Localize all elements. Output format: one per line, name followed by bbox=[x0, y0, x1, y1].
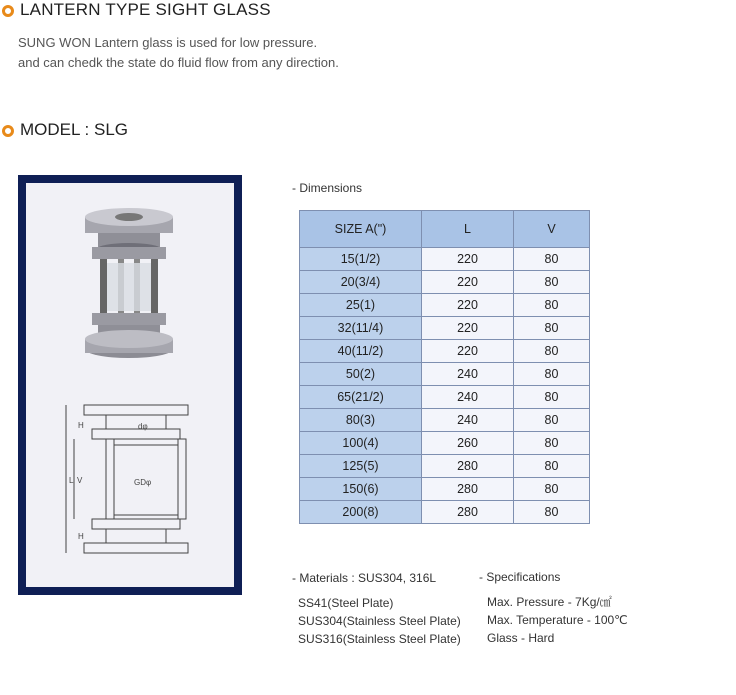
header-size: SIZE A(") bbox=[300, 211, 422, 248]
l-cell: 220 bbox=[422, 294, 514, 317]
material-item: SUS304(Stainless Steel Plate) bbox=[298, 614, 461, 628]
header-l: L bbox=[422, 211, 514, 248]
l-cell: 280 bbox=[422, 455, 514, 478]
table-row bbox=[300, 386, 590, 409]
dimensions-label: - Dimensions bbox=[292, 181, 363, 195]
table-row bbox=[300, 478, 590, 501]
material-item: SS41(Steel Plate) bbox=[298, 596, 394, 610]
v-cell: 80 bbox=[514, 248, 590, 271]
table-row bbox=[300, 340, 590, 363]
l-cell: 220 bbox=[422, 317, 514, 340]
intro-line-1: SUNG WON Lantern glass is used for low pressure. bbox=[18, 35, 318, 50]
model-heading bbox=[2, 120, 128, 140]
page-title-text: LANTERN TYPE SIGHT GLASS bbox=[20, 0, 271, 19]
drawing-label-h-bottom: H bbox=[78, 532, 84, 541]
bullet-icon bbox=[2, 5, 14, 17]
drawing-label-gd: GDφ bbox=[134, 478, 152, 487]
sight-glass-photo bbox=[85, 208, 173, 358]
table-row bbox=[300, 248, 590, 271]
spec-item: Max. Pressure - 7Kg/㎠ bbox=[487, 595, 612, 609]
l-cell: 260 bbox=[422, 432, 514, 455]
table-header-row bbox=[300, 211, 590, 248]
l-cell: 220 bbox=[422, 340, 514, 363]
size-cell: 32(11/4) bbox=[300, 317, 422, 340]
l-cell: 280 bbox=[422, 478, 514, 501]
size-cell: 100(4) bbox=[300, 432, 422, 455]
specifications-list bbox=[487, 593, 628, 647]
size-cell: 25(1) bbox=[300, 294, 422, 317]
drawing-label-d: dφ bbox=[138, 422, 148, 431]
table-row bbox=[300, 271, 590, 294]
dimensions-table bbox=[299, 210, 590, 524]
materials-label: - Materials : SUS304, 316L bbox=[292, 571, 437, 585]
l-cell: 280 bbox=[422, 501, 514, 524]
size-cell: 65(21/2) bbox=[300, 386, 422, 409]
l-cell: 240 bbox=[422, 386, 514, 409]
drawing-label-h-top: H bbox=[78, 421, 84, 430]
size-cell: 80(3) bbox=[300, 409, 422, 432]
page-title bbox=[2, 0, 271, 20]
table-row bbox=[300, 409, 590, 432]
size-cell: 15(1/2) bbox=[300, 248, 422, 271]
intro-text bbox=[18, 33, 339, 73]
v-cell: 80 bbox=[514, 271, 590, 294]
sight-glass-drawing bbox=[66, 405, 188, 553]
model-heading-text: MODEL : SLG bbox=[20, 120, 129, 139]
v-cell: 80 bbox=[514, 409, 590, 432]
v-cell: 80 bbox=[514, 317, 590, 340]
table-row bbox=[300, 455, 590, 478]
drawing-label-l: L bbox=[69, 476, 74, 485]
v-cell: 80 bbox=[514, 386, 590, 409]
v-cell: 80 bbox=[514, 363, 590, 386]
l-cell: 240 bbox=[422, 363, 514, 386]
l-cell: 220 bbox=[422, 271, 514, 294]
product-image-panel bbox=[18, 175, 242, 595]
v-cell: 80 bbox=[514, 340, 590, 363]
header-v: V bbox=[514, 211, 590, 248]
v-cell: 80 bbox=[514, 455, 590, 478]
spec-item: Max. Temperature - 100℃ bbox=[487, 613, 628, 627]
v-cell: 80 bbox=[514, 501, 590, 524]
size-cell: 20(3/4) bbox=[300, 271, 422, 294]
table-row bbox=[300, 317, 590, 340]
table-row bbox=[300, 294, 590, 317]
l-cell: 220 bbox=[422, 248, 514, 271]
size-cell: 40(11/2) bbox=[300, 340, 422, 363]
size-cell: 50(2) bbox=[300, 363, 422, 386]
drawing-label-v: V bbox=[77, 476, 83, 485]
v-cell: 80 bbox=[514, 294, 590, 317]
table-row bbox=[300, 501, 590, 524]
v-cell: 80 bbox=[514, 432, 590, 455]
size-cell: 200(8) bbox=[300, 501, 422, 524]
materials-list bbox=[298, 594, 461, 648]
l-cell: 240 bbox=[422, 409, 514, 432]
material-item: SUS316(Stainless Steel Plate) bbox=[298, 632, 461, 646]
spec-item: Glass - Hard bbox=[487, 631, 555, 645]
size-cell: 150(6) bbox=[300, 478, 422, 501]
product-image bbox=[26, 183, 234, 587]
sight-glass-illustration bbox=[26, 183, 234, 587]
intro-line-2: and can chedk the state do fluid flow from any direction. bbox=[18, 55, 339, 70]
table-row bbox=[300, 432, 590, 455]
table-row bbox=[300, 363, 590, 386]
size-cell: 125(5) bbox=[300, 455, 422, 478]
v-cell: 80 bbox=[514, 478, 590, 501]
bullet-icon bbox=[2, 125, 14, 137]
specifications-label: - Specifications bbox=[479, 570, 561, 584]
